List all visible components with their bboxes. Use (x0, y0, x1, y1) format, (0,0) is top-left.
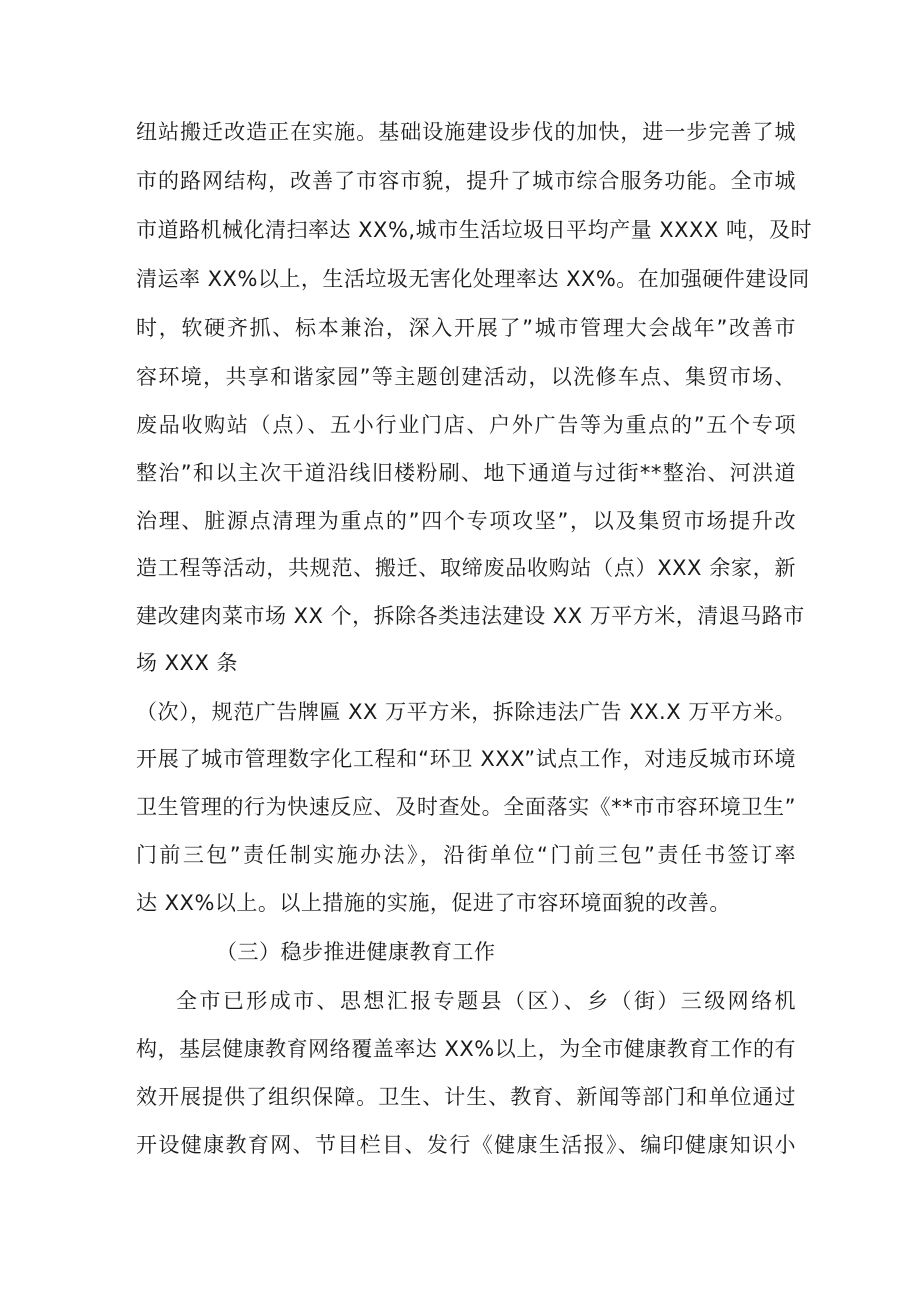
body-line-17: 达 XX%以上。以上措施的实施，促进了市容环境面貌的改善。 (136, 891, 731, 915)
body-line-15: 卫生管理的行为快速反应、及时查处。全面落实《**市市容环境卫生” (136, 795, 796, 819)
body-line-12: 场 XXX 条 (136, 651, 239, 675)
body-line-16: 门前三包”责任制实施办法》，沿街单位“门前三包”责任书签订率 (136, 843, 796, 867)
body-line-13: （次），规范广告牌匾 XX 万平方米，拆除违法广告 XX.X 万平方米。 (136, 700, 796, 724)
body-line-14: 开展了城市管理数字化工程和“环卫 XXX”试点工作，对违反城市环境 (136, 747, 796, 771)
body-line-4: 清运率 XX%以上，生活垃圾无害化处理率达 XX%。在加强硬件建设同 (136, 267, 810, 291)
body-line-1: 纽站搬迁改造正在实施。基础设施建设步伐的加快，进一步完善了城 (136, 120, 796, 144)
body-line-18: 全市已形成市、思想汇报专题县（区）、乡（街）三级网络机 (176, 989, 796, 1013)
body-line-3: 市道路机械化清扫率达 XX%,城市生活垃圾日平均产量 XXXX 吨，及时 (136, 218, 812, 242)
body-line-7: 废品收购站（点）、五小行业门店、户外广告等为重点的”五个专项 (136, 413, 796, 437)
body-line-21: 开设健康教育网、节目栏目、发行《健康生活报》、编印健康知识小 (136, 1133, 796, 1157)
body-line-19: 构，基层健康教育网络覆盖率达 XX%以上，为全市健康教育工作的有 (136, 1037, 796, 1061)
body-line-9: 治理、脏源点清理为重点的”四个专项攻坚”，以及集贸市场提升改 (136, 509, 796, 533)
body-line-10: 造工程等活动，共规范、搬迁、取缔废品收购站（点）XXX 余家，新 (136, 556, 796, 580)
body-line-6: 容环境，共享和谐家园”等主题创建活动，以洗修车点、集贸市场、 (136, 365, 796, 389)
body-line-5: 时，软硬齐抓、标本兼治，深入开展了”城市管理大会战年”改善市 (136, 316, 796, 340)
section-heading: （三）稳步推进健康教育工作 (216, 940, 496, 964)
body-line-11: 建改建肉菜市场 XX 个，拆除各类违法建设 XX 万平方米，清退马路市 (136, 604, 805, 628)
body-line-20: 效开展提供了组织保障。卫生、计生、教育、新闻等部门和单位通过 (136, 1085, 796, 1109)
body-line-2: 市的路网结构，改善了市容市貌，提升了城市综合服务功能。全市城 (136, 169, 796, 193)
body-line-8: 整治”和以主次干道沿线旧楼粉刷、地下通道与过街**整治、河洪道 (136, 461, 796, 485)
